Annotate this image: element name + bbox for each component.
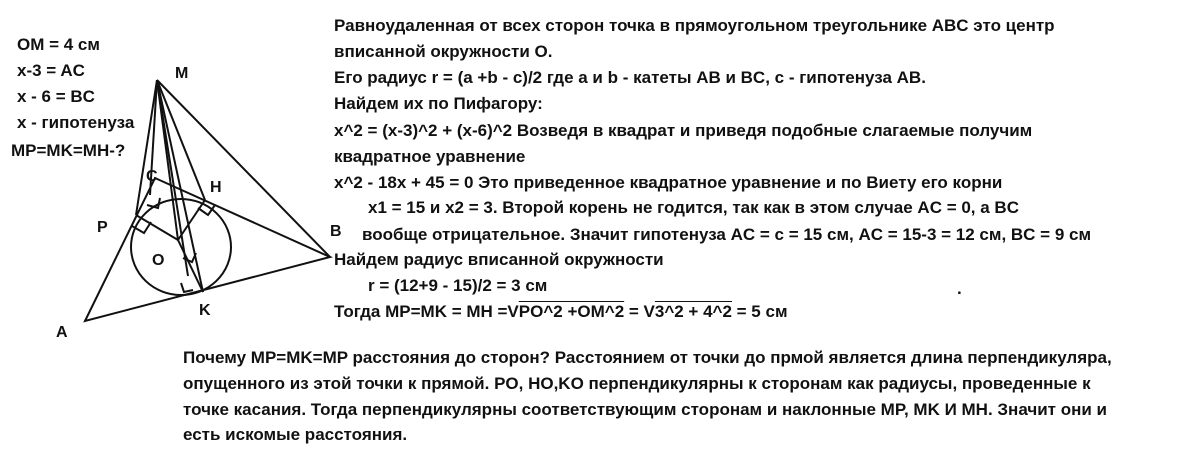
- given-om: OM = 4 см: [17, 35, 100, 54]
- radius-oh: [178, 200, 205, 240]
- solution-line-8: x1 = 15 и x2 = 3. Второй корень не годится, так как в этом случае AC = 0, а BC: [368, 198, 1019, 217]
- solution-line-12: [334, 302, 788, 322]
- edge-m-inner: [157, 80, 188, 276]
- solution-line-5: x^2 = (x-3)^2 + (x-6)^2 Возведя в квадрат и приведя подобные слагаемые получим: [334, 121, 1033, 140]
- explanation-line-2: опущенного из этой точки к прямой. PO, HO,KO перпендикулярны к сторонам как радиусы, проведенные к: [183, 374, 1091, 393]
- root-expression-2: 3^2 + 4^2: [654, 302, 732, 321]
- edge-mb: [157, 80, 330, 257]
- solution-line-9: вообще отрицательное. Значит гипотенуза AC = c = 15 см, AC = 15-3 = 12 см, BC = 9 см: [362, 225, 1092, 244]
- root-expression-1: PO^2 +OM^2: [518, 302, 625, 321]
- right-angle-p: [132, 222, 151, 233]
- stray-dot: .: [957, 279, 962, 298]
- answer-prefix: Тогда MP=MK = MH =V: [334, 302, 519, 321]
- radius-op: [136, 215, 178, 240]
- explanation-line-4: есть искомые расстояния.: [183, 425, 408, 444]
- solution-line-1: Равноудаленная от всех сторон точка в прямоугольном треугольнике ABC это центр: [334, 16, 1055, 35]
- label-k: K: [199, 302, 211, 319]
- given-hypotenuse: x - гипотенуза: [17, 113, 135, 132]
- label-m: M: [175, 65, 189, 82]
- solution-line-10: Найдем радиус вписанной окружности: [334, 250, 664, 269]
- solution-line-6: квадратное уравнение: [334, 147, 526, 166]
- solution-line-11: r = (12+9 - 15)/2 = 3 см: [368, 276, 548, 295]
- solution-line-3: Его радиус r = (a +b - c)/2 где a и b - катеты AB и BC, c - гипотенуза AB.: [334, 68, 926, 87]
- label-a: A: [56, 324, 68, 341]
- solution-line-7: x^2 - 18x + 45 = 0 Это приведенное квадратное уравнение и по Виету его корни: [334, 173, 1003, 192]
- label-p: P: [97, 219, 108, 236]
- label-o: O: [152, 252, 165, 269]
- right-angle-c: [147, 198, 160, 208]
- given-ac: x-3 = AC: [17, 61, 85, 80]
- label-h: H: [210, 179, 222, 196]
- solution-line-2: вписанной окружности О.: [334, 42, 553, 61]
- solution-line-4: Найдем их по Пифагору:: [334, 94, 543, 113]
- answer-result: = 5 см: [731, 302, 788, 321]
- triangle-abc: [85, 178, 330, 321]
- given-find: MP=MK=MH-?: [11, 141, 126, 160]
- given-bc: x - 6 = BC: [17, 87, 95, 106]
- explanation-line-1: Почему MP=MK=MP расстояния до сторон? Расстоянием от точки до прмой является длина перпендикуляра,: [183, 348, 1112, 367]
- right-angle-k: [181, 283, 193, 292]
- label-b: B: [330, 223, 342, 240]
- label-c: C: [146, 168, 158, 185]
- answer-eq: = V: [624, 302, 655, 321]
- explanation-line-3: точке касания. Тогда перпендикулярны соответствующим сторонам и наклонные MP, MK И MH. Значит они и: [183, 400, 1108, 419]
